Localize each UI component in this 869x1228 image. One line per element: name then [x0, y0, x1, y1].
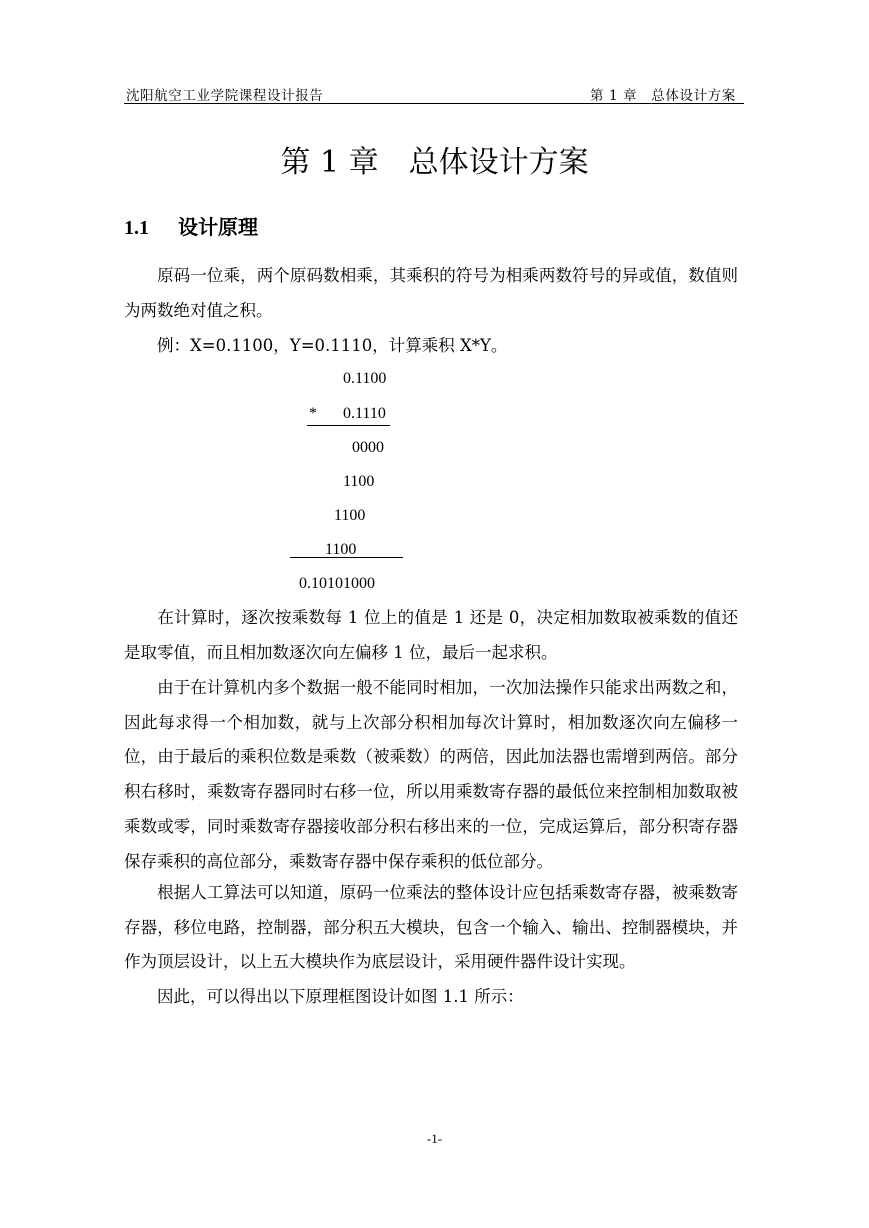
chapter-title: 第 1 章 总体设计方案 — [280, 145, 589, 180]
section-heading — [124, 211, 258, 240]
paragraph-4: 根据人工算法可以知道，原码一位乘法的整体设计应包括乘数寄存器，被乘数寄存器，移位电路，控制器，部分积五大模块，包含一个输入、输出、控制器模块，并作为顶层设计，以上五大模块作为底层设计，采用硬件器件设计实现。 — [124, 883, 738, 972]
paragraph-2: 在计算时，逐次按乘数每 1 位上的值是 1 还是 0，决定相加数取被乘数的值还是取零值，而且相加数逐次向左偏移 1 位，最后一起求积。 — [124, 608, 738, 662]
header-rule — [124, 103, 744, 104]
calc-underline-2 — [290, 557, 403, 558]
section-title: 设计原理 — [178, 215, 258, 239]
calc-partial-4: 1100 — [325, 541, 357, 558]
calc-multiplicand: 0.1100 — [343, 370, 387, 387]
paragraph-3: 由于在计算机内多个数据一般不能同时相加，一次加法操作只能求出两数之和，因此每求得一个相加数，就与上次部分积相加每次计算时，相加数逐次向左偏移一位，由于最后的乘积位数是乘数（被乘数）的两倍，因此加法器也需增到两倍。部分积右移时，乘数寄存器同时右移一位，所以用乘数寄存器的最低位来控制相加数取被乘数或零，同时乘数寄存器接收部分积右移出来的一位，完成运算后，部分积寄存器保存乘积的高位部分，乘数寄存器中保存乘积的低位部分。 — [124, 678, 738, 871]
header-right: 第 1 章 总体设计方案 — [590, 88, 736, 104]
page-number: -1- — [426, 1131, 443, 1146]
calc-underline-1 — [307, 425, 390, 426]
calc-partial-3: 1100 — [334, 507, 366, 524]
section-number: 1.1 — [124, 217, 149, 239]
paragraph-5: 因此，可以得出以下原理框图设计如图 1.1 所示： — [157, 987, 524, 1006]
calc-multiplier: 0.1110 — [343, 405, 386, 422]
calc-partial-1: 0000 — [352, 439, 384, 456]
calc-operator: * — [309, 405, 317, 422]
paragraph-1: 原码一位乘，两个原码数相乘，其乘积的符号为相乘两数符号的异或值，数值则为两数绝对值之积。 — [124, 266, 738, 320]
calc-result: 0.10101000 — [299, 575, 375, 592]
calc-partial-2: 1100 — [343, 473, 375, 490]
example-line: 例：X=0.1100，Y=0.1110，计算乘积 X*Y。 — [157, 336, 508, 355]
header-left: 沈阳航空工业学院课程设计报告 — [126, 88, 324, 104]
